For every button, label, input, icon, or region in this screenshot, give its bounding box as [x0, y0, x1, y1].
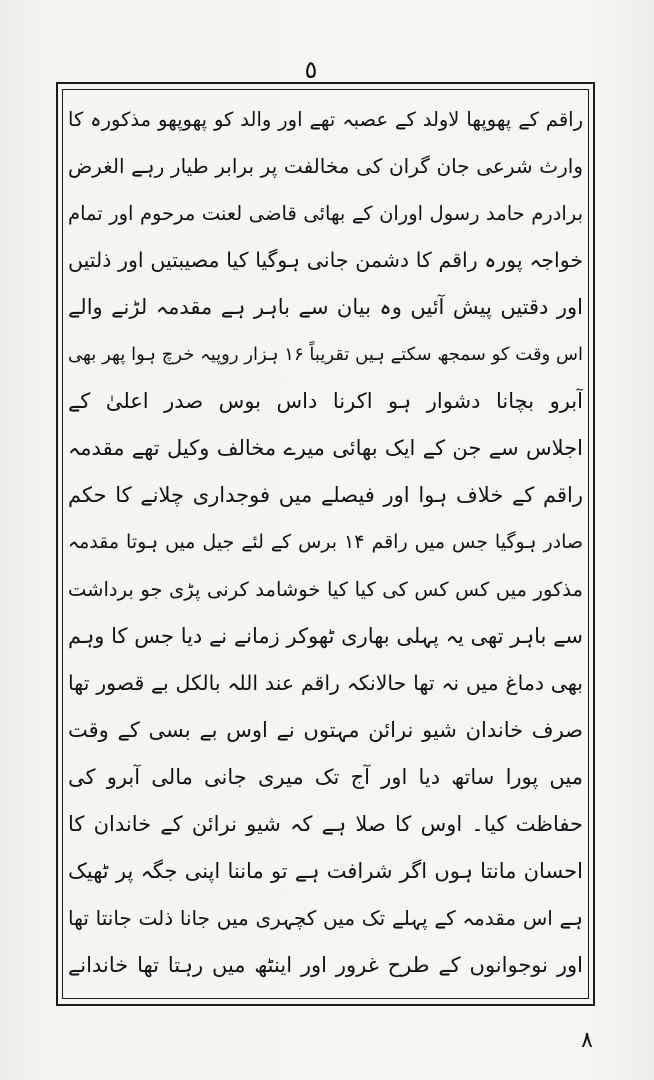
text-line: بھی دماغ میں نہ تھا حالانکہ راقم عند اللہ بالکل بے قصور تھا	[68, 671, 583, 695]
text-line: سے باہر تھی یہ پہلی بھاری ٹھوکر زمانے نے دیا جس کا وہم	[68, 624, 583, 648]
text-line: صادر ہوگیا جس میں راقم ۱۴ برس کے لئے جیل میں ہوتا مقدمہ	[68, 531, 583, 553]
text-line: مذکور میں کس کس کی کیا کیا خوشامد کرنی پڑی جو برداشت	[68, 578, 583, 601]
text-line: وارث شرعی جان گران کی مخالفت پر برابر طیار رہے الغرض	[68, 154, 583, 178]
text-line: میں پورا ساتھ دیا اور آج تک میری جانی مالی آبرو کی	[68, 765, 583, 789]
text-line: صرف خاندان شیو نرائن مہتوں نے اوس بے بسی کے وقت	[68, 718, 583, 742]
text-line: برادرم حامد رسول اوران کے بھائی قاضی لعنت مرحوم اور تمام	[68, 202, 583, 225]
text-line: آبرو بچانا دشوار ہو اکرنا داس بوس صدر اعلیٰ کے	[68, 389, 583, 413]
text-line: اور نوجوانوں کے طرح غرور اور اینٹھ میں رہتا تھا خاندانے	[68, 953, 583, 977]
text-line: اجلاس سے جن کے ایک بھائی میرے مخالف وکیل تھے مقدمہ	[68, 436, 583, 460]
text-line: حفاظت کیا۔ اوس کا صلا ہے کہ شیو نرائن کے خاندان کا	[68, 812, 583, 836]
text-line: راقم کے پھوپھا لاولد کے عصبہ تھے اور والد کو پھوپھو مذکورہ کا	[68, 108, 583, 131]
page-header-mark: ٥	[304, 56, 318, 84]
page-number: ٨	[581, 1028, 593, 1053]
text-line: اور دقتیں پیش آئیں وہ بیان سے باہر ہے مقدمہ لڑنے والے	[68, 295, 583, 319]
text-line: راقم کے خلاف ہوا اور فیصلے میں فوجداری چلانے کا حکم	[68, 483, 583, 507]
text-line: خواجہ پورہ راقم کا دشمن جانی ہوگیا کیا مصیبتیں اور ذلتیں	[68, 248, 583, 272]
text-line: اس وقت کو سمجھ سکتے ہیں تقریباً ۱۶ ہزار روپیہ خرچ ہوا پھر بھی	[68, 344, 583, 365]
body-text	[68, 96, 583, 996]
text-line: احسان مانتا ہوں اگر شرافت ہے تو ماننا اپنی جگہ پر ٹھیک	[68, 859, 583, 883]
text-line: ہے اس مقدمہ کے پہلے تک میں کچہری میں جانا ذلت جانتا تھا	[68, 906, 583, 930]
